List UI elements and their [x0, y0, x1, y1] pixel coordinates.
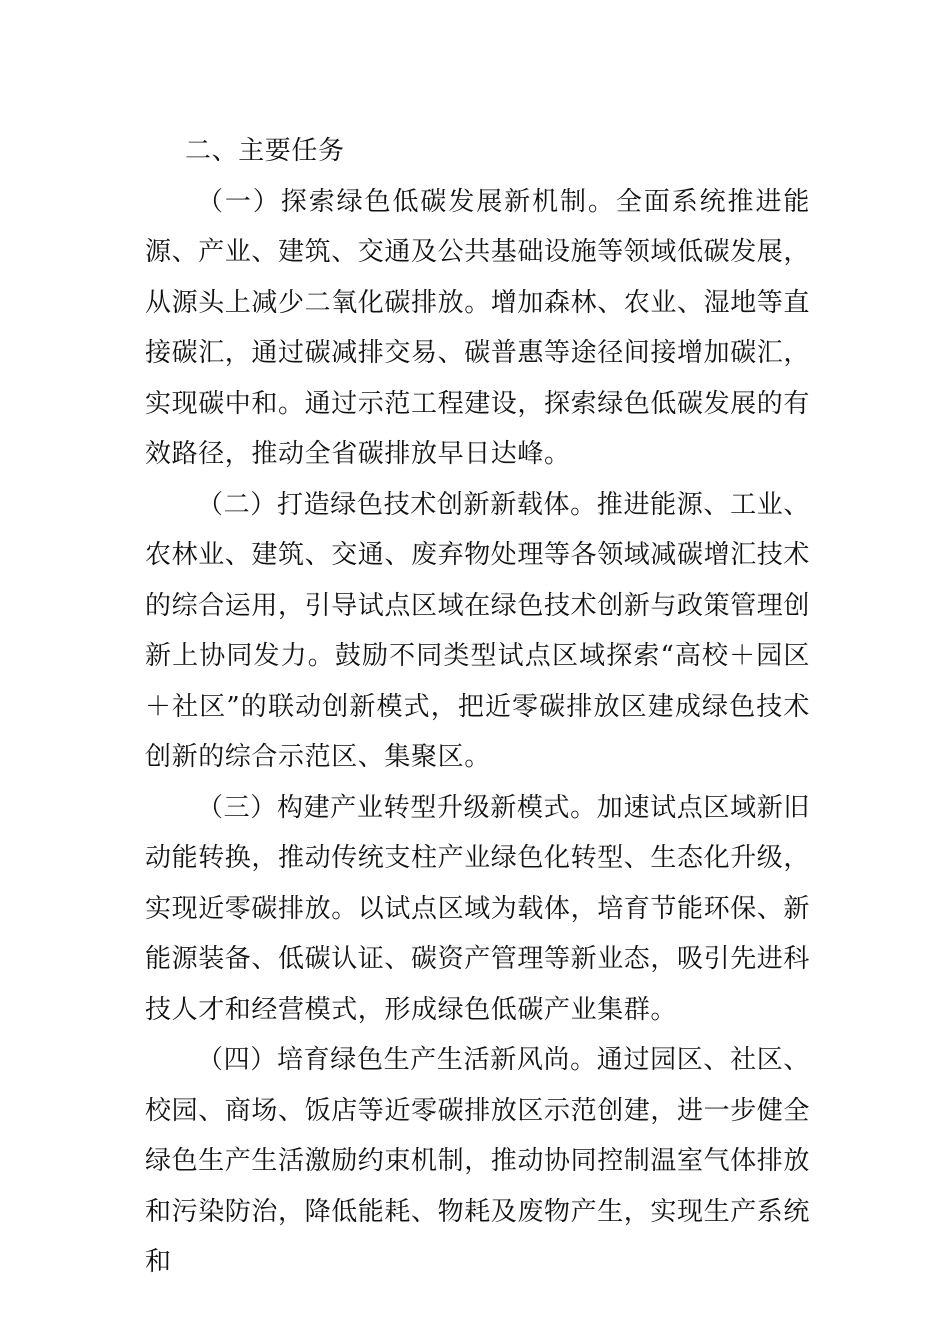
paragraph-2: （二）打造绿色技术创新新载体。推进能源、工业、农林业、建筑、交通、废弃物处理等各领域减碳增汇技术的综合运用，引导试点区域在绿色技术创新与政策管理创新上协同发力。鼓励不同类型试点区域探索“高校＋园区＋社区”的联动创新模式，把近零碳排放区建成绿色技术创新的综合示范区、集聚区。 [145, 489, 811, 772]
paragraph-3: （三）构建产业转型升级新模式。加速试点区域新旧动能转换，推动传统支柱产业绿色化转型、生态化升级，实现近零碳排放。以试点区域为载体，培育节能环保、新能源装备、低碳认证、碳资产管理等新业态，吸引先进科技人才和经营模式，形成绿色低碳产业集群。 [145, 792, 811, 1025]
paragraph-4: （四）培育绿色生产生活新风尚。通过园区、社区、校园、商场、饭店等近零碳排放区示范创建，进一步健全绿色生产生活激励约束机制，推动协同控制温室气体排放和污染防治，降低能耗、物耗及废物产生，实现生产系统和 [145, 1045, 811, 1277]
section-heading: 二、主要任务 [185, 136, 345, 166]
document-body [145, 126, 810, 1288]
paragraph-1: （一）探索绿色低碳发展新机制。全面系统推进能源、产业、建筑、交通及公共基础设施等领域低碳发展，从源头上减少二氧化碳排放。增加森林、农业、湿地等直接碳汇，通过碳减排交易、碳普惠等途径间接增加碳汇，实现碳中和。通过示范工程建设，探索绿色低碳发展的有效路径，推动全省碳排放早日达峰。 [145, 186, 811, 469]
